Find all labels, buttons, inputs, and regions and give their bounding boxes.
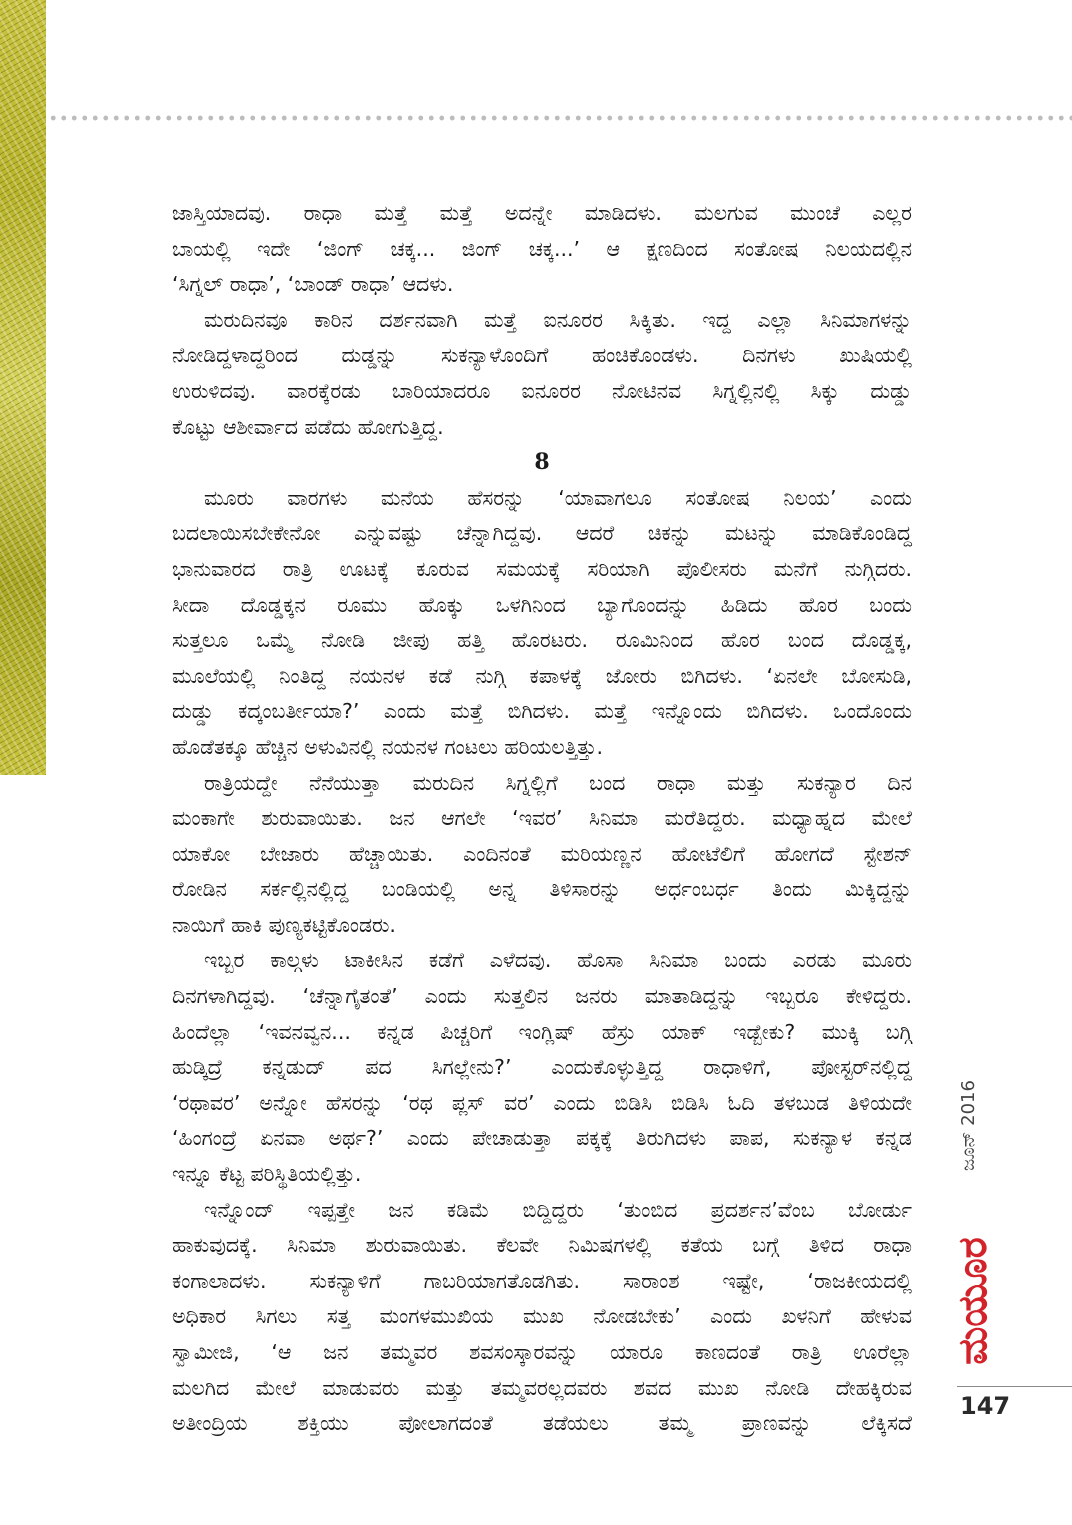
article-line: ಬದಲಾಯಿಸಬೇಕೇನೋ ಎನ್ನುವಷ್ಟು ಚೆನ್ನಾಗಿದ್ದವು. ಆದರೆ ಚಿಕನ್ನು ಮಟನ್ನು ಮಾಡಿಕೊಂಡಿದ್ದ (172, 521, 912, 546)
article-line: ಮಲಗಿದ ಮೇಲೆ ಮಾಡುವರು ಮತ್ತು ತಮ್ಮವರಲ್ಲದವರು ಶವದ ಮುಖ ನೋಡಿ ದೇಹಕ್ಕಿರುವ (172, 1375, 912, 1400)
article-line: ಅಧಿಕಾರ ಸಿಗಲು ಸತ್ತ ಮಂಗಳಮುಖಿಯ ಮುಖ ನೋಡಬೇಕು’ ಎಂದು ಖಳನಿಗೆ ಹೇಳುವ (172, 1304, 912, 1329)
article-line: ಸುತ್ತಲೂ ಒಮ್ಮೆ ನೋಡಿ ಜೀಪು ಹತ್ತಿ ಹೊರಟರು. ರೂಮಿನಿಂದ ಹೊರ ಬಂದ ದೊಡ್ಡಕ್ಕ, (172, 628, 912, 653)
article-line: ದಿನಗಳಾಗಿದ್ದವು. ‘ಚೆನ್ನಾಗೈತಂತೆ’ ಎಂದು ಸುತ್ತಲಿನ ಜನರು ಮಾತಾಡಿದ್ದನ್ನು ಇಬ್ಬರೂ ಕೇಳಿದ್ದರು. (172, 984, 912, 1009)
article-body (172, 196, 912, 1442)
article-line: ಇನ್ನೂ ಕೆಟ್ಟ ಪರಿಸ್ಥಿತಿಯಲ್ಲಿತ್ತು. (172, 1162, 362, 1187)
article-line: ಭಾನುವಾರದ ರಾತ್ರಿ ಊಟಕ್ಕೆ ಕೂರುವ ಸಮಯಕ್ಕೆ ಸರಿಯಾಗಿ ಪೊಲೀಸರು ಮನೆಗೆ ನುಗ್ಗಿದರು. (172, 556, 912, 581)
article-line: ಇಬ್ಬರ ಕಾಲ್ಗಳು ಟಾಕೀಸಿನ ಕಡೆಗೆ ಎಳೆದವು. ಹೊಸಾ ಸಿನಿಮಾ ಬಂದು ಎರಡು ಮೂರು (204, 948, 912, 973)
article-line: ರೋಡಿನ ಸರ್ಕಲ್ಲಿನಲ್ಲಿದ್ದ ಬಂಡಿಯಲ್ಲಿ ಅನ್ನ ತಿಳಿಸಾರನ್ನು ಅರ್ಧಂಬರ್ಧ ತಿಂದು ಮಿಕ್ಕಿದ್ದನ್ನು (172, 877, 912, 902)
dotted-divider (48, 115, 1072, 121)
article-line: ಉರುಳಿದವು. ವಾರಕ್ಕೆರಡು ಬಾರಿಯಾದರೂ ಐನೂರರ ನೋಟಿನವ ಸಿಗ್ನಲ್ಲಿನಲ್ಲಿ ಸಿಕ್ಕು ದುಡ್ಡು (172, 378, 912, 403)
article-line: ರಾತ್ರಿಯದ್ದೇ ನೆನೆಯುತ್ತಾ ಮರುದಿನ ಸಿಗ್ನಲ್ಲಿಗೆ ಬಂದ ರಾಧಾ ಮತ್ತು ಸುಕನ್ಯಾರ ದಿನ (204, 770, 912, 795)
magazine-logo-text: ಮಯೂರ (950, 1237, 996, 1365)
magazine-logo (942, 1234, 1000, 1368)
article-line: ಇನ್ನೊಂದ್ ಇಪ್ಪತ್ತೇ ಜನ ಕಡಿಮೆ ಬಿದ್ದಿದ್ದರು ‘ತುಂಬಿದ ಪ್ರದರ್ಶನ’ವೆಂಬ ಬೋರ್ಡು (204, 1197, 912, 1222)
article-line: ಜಾಸ್ತಿಯಾದವು. ರಾಧಾ ಮತ್ತೆ ಮತ್ತೆ ಅದನ್ನೇ ಮಾಡಿದಳು. ಮಲಗುವ ಮುಂಚೆ ಎಲ್ಲರ (172, 201, 912, 225)
page-number: 147 (960, 1392, 1011, 1420)
article-line: ನಾಯಿಗೆ ಹಾಕಿ ಪುಣ್ಯಕಟ್ಟಿಕೊಂಡರು. (172, 912, 396, 937)
article-line: ದುಡ್ಡು ಕದ್ಕಂಬರ್ತೀಯಾ?’ ಎಂದು ಮತ್ತೆ ಬಿಗಿದಳು. ಮತ್ತೆ ಇನ್ನೊಂದು ಬಿಗಿದಳು. ಒಂದೊಂದು (172, 699, 912, 724)
article-line: ಸ್ವಾಮೀಜಿ, ‘ಆ ಜನ ತಮ್ಮವರ ಶವಸಂಸ್ಕಾರವನ್ನು ಯಾರೂ ಕಾಣದಂತೆ ರಾತ್ರಿ ಊರೆಲ್ಲಾ (172, 1340, 912, 1364)
article-line: ಕೊಟ್ಟು ಆಶೀರ್ವಾದ ಪಡೆದು ಹೋಗುತ್ತಿದ್ದ. (172, 414, 444, 439)
article-line: ಮಂಕಾಗೇ ಶುರುವಾಯಿತು. ಜನ ಆಗಲೇ ‘ಇವರ’ ಸಿನಿಮಾ ಮರೆತಿದ್ದರು. ಮಧ್ಯಾಹ್ನದ ಮೇಲೆ (172, 806, 912, 831)
article-line: ಮೂಲೆಯಲ್ಲಿ ನಿಂತಿದ್ದ ನಯನಳ ಕಡೆ ನುಗ್ಗಿ ಕಪಾಳಕ್ಕೆ ಜೋರು ಬಿಗಿದಳು. ‘ಏನಲೇ ಬೋಸುಡಿ, (172, 663, 912, 688)
section-number: 8 (534, 449, 550, 476)
article-line: ಯಾಕೋ ಬೇಜಾರು ಹೆಚ್ಚಾಯಿತು. ಎಂದಿನಂತೆ ಮರಿಯಣ್ಣನ ಹೋಟೆಲಿಗೆ ಹೋಗದೆ ಸ್ಟೇಶನ್ (172, 841, 912, 866)
article-line: ಸೀದಾ ದೊಡ್ಡಕ್ಕನ ರೂಮು ಹೊಕ್ಕು ಒಳಗಿನಿಂದ ಬ್ಯಾಗೊಂದನ್ನು ಹಿಡಿದು ಹೊರ ಬಂದು (172, 592, 912, 617)
article-line: ಮರುದಿನವೂ ಕಾರಿನ ದರ್ಶನವಾಗಿ ಮತ್ತೆ ಐನೂರರ ಸಿಕ್ಕಿತು. ಇದ್ದ ಎಲ್ಲಾ ಸಿನಿಮಾಗಳನ್ನು (204, 307, 912, 332)
article-line: ಮೂರು ವಾರಗಳು ಮನೆಯ ಹೆಸರನ್ನು ‘ಯಾವಾಗಲೂ ಸಂತೋಷ ನಿಲಯ’ ಎಂದು (204, 485, 912, 510)
article-line: ಹುಡ್ಕಿದ್ರೆ ಕನ್ನಡುದ್ ಪದ ಸಿಗಲ್ಲೇನು?’ ಎಂದುಕೊಳ್ಳುತ್ತಿದ್ದ ರಾಧಾಳಿಗೆ, ಪೋಸ್ಟರ್‌ನಲ್ಲಿದ್ದ (172, 1055, 912, 1080)
article-line: ಕಂಗಾಲಾದಳು. ಸುಕನ್ಯಾಳಿಗೆ ಗಾಬರಿಯಾಗತೊಡಗಿತು. ಸಾರಾಂಶ ಇಷ್ಟೇ, ‘ರಾಜಕೀಯದಲ್ಲಿ (172, 1268, 912, 1293)
article-line: ‘ರಥಾವರ’ ಅನ್ನೋ ಹೆಸರನ್ನು ‘ರಥ ಪ್ಲಸ್ ವರ’ ಎಂದು ಬಿಡಿಸಿ ಬಿಡಿಸಿ ಓದಿ ತಳಬುಡ ತಿಳಿಯದೇ (172, 1090, 912, 1115)
decorative-side-strip (0, 0, 46, 775)
article-line: ಹಾಕುವುದಕ್ಕೆ. ಸಿನಿಮಾ ಶುರುವಾಯಿತು. ಕೆಲವೇ ನಿಮಿಷಗಳಲ್ಲಿ ಕತೆಯ ಬಗ್ಗೆ ತಿಳಿದ ರಾಧಾ (172, 1233, 912, 1258)
article-line: ‘ಹಿಂಗಂದ್ರೆ ಏನವಾ ಅರ್ಥ?’ ಎಂದು ಪೇಚಾಡುತ್ತಾ ಪಕ್ಕಕ್ಕೆ ತಿರುಗಿದಳು ಪಾಪ, ಸುಕನ್ಯಾಳ ಕನ್ನಡ (172, 1126, 912, 1151)
article-line: ನೋಡಿದ್ದಳಾದ್ದರಿಂದ ದುಡ್ಡನ್ನು ಸುಕನ್ಯಾಳೊಂದಿಗೆ ಹಂಚಿಕೊಂಡಳು. ದಿನಗಳು ಖುಷಿಯಲ್ಲಿ (172, 343, 912, 368)
page-number-rule (957, 1386, 1072, 1387)
article-line: ಬಾಯಲ್ಲಿ ಇದೇ ‘ಜಿಂಗ್ ಚಕ್ಕ... ಜಿಂಗ್ ಚಕ್ಕ...’ ಆ ಕ್ಷಣದಿಂದ ಸಂತೋಷ ನಿಲಯದಲ್ಲಿನ (172, 236, 912, 261)
article-line: ಅತೀಂದ್ರಿಯ ಶಕ್ತಿಯು ಪೋಲಾಗದಂತೆ ತಡೆಯಲು ತಮ್ಮ ಪ್ರಾಣವನ್ನು ಲೆಕ್ಕಿಸದೆ (172, 1411, 912, 1436)
article-line: ‘ಸಿಗ್ನಲ್ ರಾಧಾ’, ‘ಬಾಂಡ್ ರಾಧಾ’ ಆದಳು. (172, 272, 454, 297)
magazine-logo-mark (942, 1234, 1000, 1368)
magazine-issue-date: ಜೂನ್ 2016 (958, 1080, 979, 1171)
article-line: ಹೊಡೆತಕ್ಕೂ ಹೆಚ್ಚಿನ ಅಳುವಿನಲ್ಲಿ ನಯನಳ ಗಂಟಲು ಹರಿಯಲತ್ತಿತ್ತು. (172, 734, 603, 759)
article-line: ಹಿಂದೆಲ್ಲಾ ‘ಇವನವ್ವನ... ಕನ್ನಡ ಪಿಚ್ಚರಿಗೆ ಇಂಗ್ಲಿಷ್ ಹೆಸ್ರು ಯಾಕ್ ಇಡ್ಬೇಕು? ಮುಕ್ಕಿ ಬಗ್ಗಿ (172, 1019, 912, 1044)
